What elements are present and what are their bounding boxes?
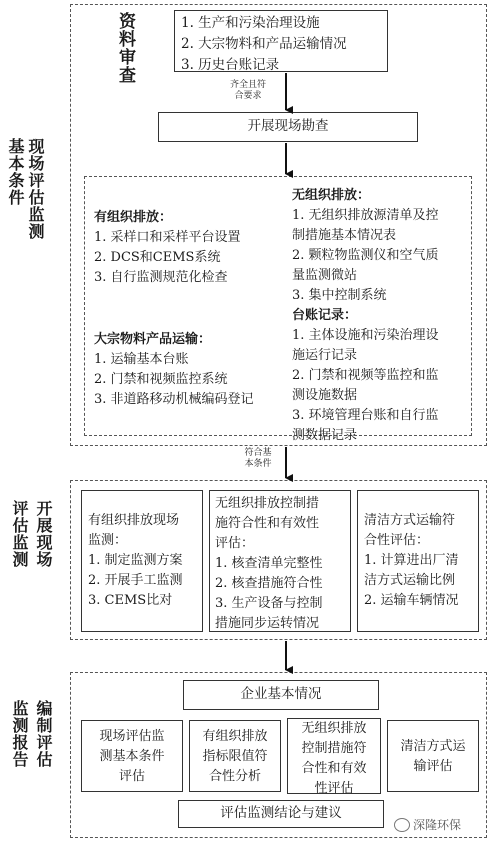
stage2-unorganized-box: 无组织排放控制措 施符合性和有效性 评估： 1. 核查清单完整性 2. 核查措施符合性 3. 生产设备与控制 措施同步运转情况	[209, 490, 351, 632]
report-box-2: 有组织排放 指标限值符 合性分析	[189, 720, 281, 792]
ledger-item: 2. 门禁和视频等监控和监	[292, 368, 439, 383]
review-item: 2. 大宗物料和产品运输情况	[181, 36, 347, 52]
arrow-note-1: 齐全且符 合要求	[229, 80, 266, 101]
unorganized-item: 3. 集中控制系统	[292, 288, 387, 303]
report-box-1: 现场评估监 测基本条件 评估	[81, 720, 183, 792]
bulk-item: 2. 门禁和视频监控系统	[94, 372, 228, 387]
watermark: 深隆环保	[394, 816, 490, 836]
bulk-title: 大宗物料产品运输：	[94, 332, 212, 347]
bulk-item: 1. 运输基本台账	[94, 352, 189, 367]
ledger-item: 测设施数据	[292, 388, 358, 403]
survey-box: 开展现场勘查	[158, 112, 418, 142]
unorganized-item: 制措施基本情况表	[292, 228, 397, 243]
arrow-note-2: 符合基 本条件	[244, 448, 272, 469]
stage1-side-label-1: 现场评估监测	[26, 138, 45, 240]
stage3-side-label-1: 编制评估	[34, 700, 53, 768]
ledger-title: 台账记录：	[292, 308, 358, 323]
unorganized-title: 无组织排放：	[292, 188, 371, 203]
review-item: 3. 历史台账记录	[181, 57, 280, 73]
stage2-organized-box: 有组织排放现场 监测： 1. 制定监测方案 2. 开展手工监测 3. CEMS比对	[81, 490, 203, 632]
ledger-item: 3. 环境管理台账和自行监	[292, 408, 439, 423]
review-item: 1. 生产和污染治理设施	[181, 15, 320, 31]
organized-item: 2. DCS和CEMS系统	[94, 250, 221, 265]
organized-item: 1. 采样口和采样平台设置	[94, 230, 241, 245]
stage2-side-label-1: 开展现场	[34, 500, 53, 568]
organized-title: 有组织排放：	[94, 210, 173, 225]
conclusion-box: 评估监测结论与建议	[178, 800, 384, 828]
unorganized-item: 量监测微站	[292, 268, 358, 283]
report-box-4: 清洁方式运 输评估	[387, 720, 479, 792]
bulk-item: 3. 非道路移动机械编码登记	[94, 392, 254, 407]
unorganized-item: 1. 无组织排放源清单及控	[292, 208, 439, 223]
review-label: 资料审查	[115, 12, 135, 84]
enterprise-basic-box: 企业基本情况	[183, 680, 379, 710]
ledger-item: 1. 主体设施和污染治理设	[292, 328, 439, 343]
stage2-side-label-2: 评估监测	[10, 500, 29, 568]
unorganized-item: 2. 颗粒物监测仪和空气质	[292, 248, 439, 263]
report-box-3: 无组织排放 控制措施符 合性和有效 性评估	[287, 718, 381, 794]
stage2-clean-transport-box: 清洁方式运输符 合性评估： 1. 计算进出厂清 洁方式运输比例 2. 运输车辆情况	[357, 490, 479, 632]
organized-item: 3. 自行监测规范化检查	[94, 270, 228, 285]
stage3-side-label-2: 监测报告	[10, 700, 29, 768]
stage1-side-label-2: 基本条件	[6, 138, 25, 206]
ledger-item: 测数据记录	[292, 428, 358, 443]
ledger-item: 施运行记录	[292, 348, 358, 363]
